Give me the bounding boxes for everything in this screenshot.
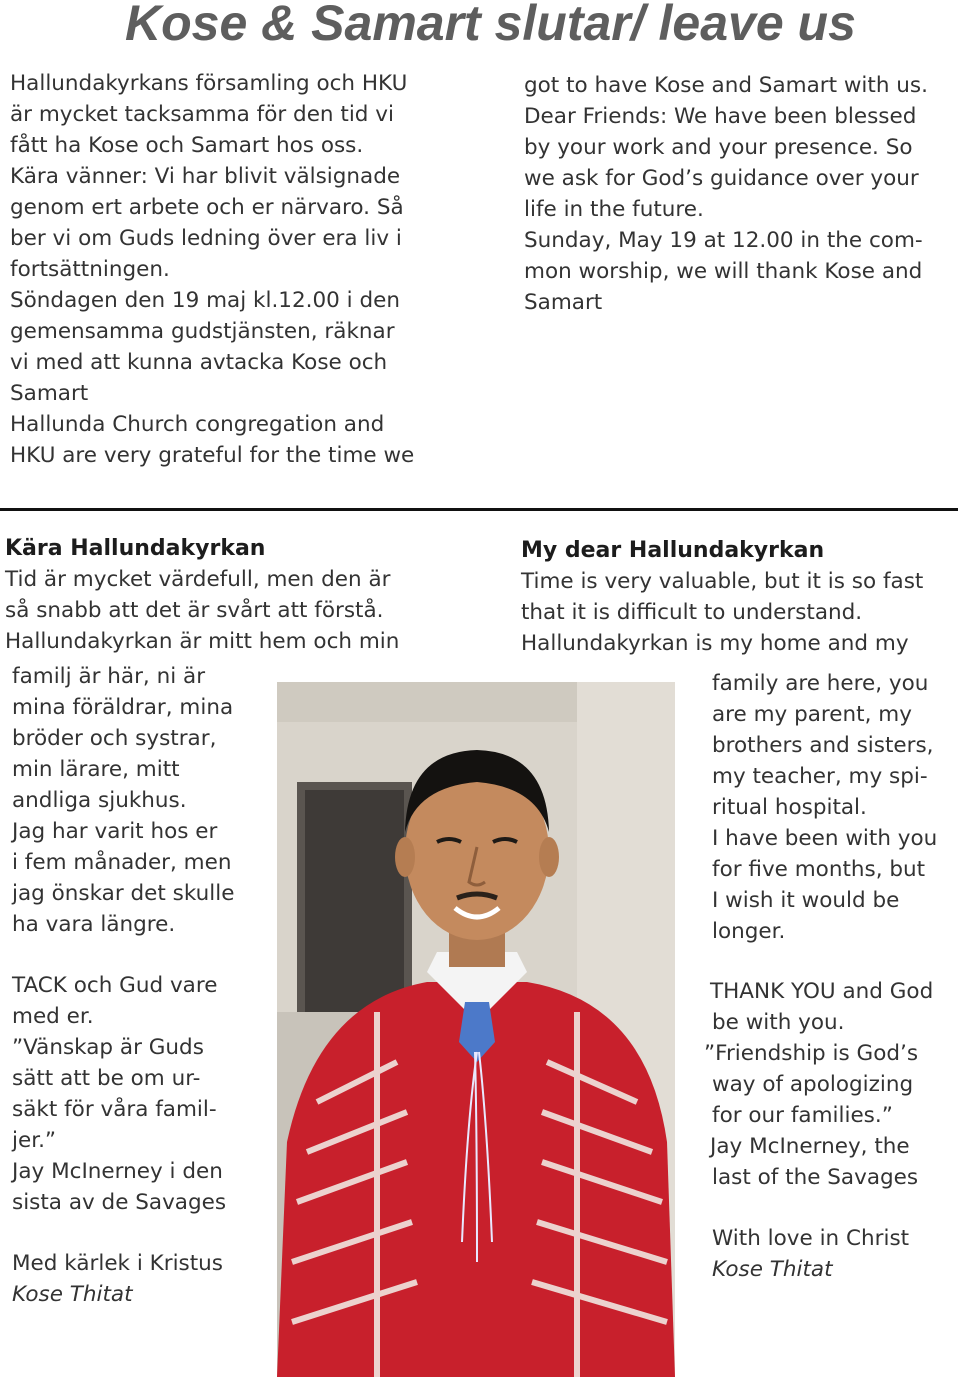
letter-sv-line: mina föräldrar, mina: [12, 695, 234, 720]
letter-en-line: ”Friendship is God’s: [704, 1041, 919, 1066]
letter-en-line: THANK YOU and God: [710, 979, 934, 1004]
intro-sv-line: gemensamma gudstjänsten, räknar: [10, 319, 395, 344]
letter-sv-signature: Kose Thitat: [12, 1282, 133, 1307]
letter-en-line: that it is difficult to understand.: [521, 600, 863, 625]
letter-english-top: [521, 535, 923, 659]
letter-en-line: I have been with you: [712, 826, 938, 851]
letter-sv-line: Jag har varit hos er: [12, 819, 218, 844]
letter-en-line: ritual hospital.: [712, 795, 867, 820]
letter-sv-line: min lärare, mitt: [12, 757, 180, 782]
letter-swedish-top: [5, 533, 399, 657]
intro-en-line: we ask for God’s guidance over your: [524, 166, 919, 191]
letter-en-line: Hallundakyrkan is my home and my: [521, 631, 909, 656]
letter-en-line: Jay McInerney, the: [710, 1134, 910, 1159]
letter-sv-line: ”Vänskap är Guds: [12, 1035, 204, 1060]
letter-en-line: last of the Savages: [712, 1165, 919, 1190]
intro-en-line: got to have Kose and Samart with us.: [524, 73, 928, 98]
intro-sv-line: fortsättningen.: [10, 257, 170, 282]
letter-sv-line: Jay McInerney i den: [12, 1159, 223, 1184]
intro-sv-line: genom ert arbete och er närvaro. Så: [10, 195, 404, 220]
letter-swedish-closing: [12, 1248, 223, 1310]
letter-sv-line: säkt för våra famil-: [12, 1097, 217, 1122]
letter-english-quote: [704, 976, 933, 1193]
letter-sv-line: bröder och systrar,: [12, 726, 217, 751]
intro-sv-line: Samart: [10, 381, 89, 406]
letter-sv-line: Tid är mycket värdefull, men den är: [5, 567, 391, 592]
letter-sv-line: i fem månader, men: [12, 850, 232, 875]
letter-sv-line: sista av de Savages: [12, 1190, 227, 1215]
letter-english-closing: [712, 1223, 909, 1285]
intro-sv-line: är mycket tacksamma för den tid vi: [10, 102, 394, 127]
letter-sv-line: jer.”: [12, 1128, 57, 1153]
letter-en-line: for our families.”: [712, 1103, 893, 1128]
intro-en-line: Sunday, May 19 at 12.00 in the com-: [524, 228, 923, 253]
letter-en-line: brothers and sisters,: [712, 733, 934, 758]
letter-sv-line: med er.: [12, 1004, 94, 1029]
page-title: Kose & Samart slutar/ leave us: [125, 0, 856, 51]
intro-sv-line: Kära vänner: Vi har blivit välsignade: [10, 164, 401, 189]
intro-en-line: Dear Friends: We have been blessed: [524, 104, 917, 129]
intro-swedish: [10, 68, 414, 471]
letter-sv-line: ha vara längre.: [12, 912, 176, 937]
letter-swedish-quote: [12, 970, 226, 1218]
letter-sv-line: sätt att be om ur-: [12, 1066, 201, 1091]
letter-swedish-body: [12, 661, 234, 940]
letter-sv-closing: Med kärlek i Kristus: [12, 1251, 224, 1276]
letter-en-line: longer.: [712, 919, 786, 944]
letter-en-closing: With love in Christ: [712, 1226, 910, 1251]
intro-sv-line: ber vi om Guds ledning över era liv i: [10, 226, 402, 251]
letter-sv-line: Hallundakyrkan är mitt hem och min: [5, 629, 400, 654]
intro-sv-line: Hallundakyrkans församling och HKU: [10, 71, 408, 96]
letter-en-signature: Kose Thitat: [712, 1257, 833, 1282]
letter-sv-line: familj är här, ni är: [12, 664, 206, 689]
letter-sv-heading: Kära Hallundakyrkan: [5, 536, 266, 561]
letter-sv-line: så snabb att det är svårt att förstå.: [5, 598, 384, 623]
intro-sv-line: fått ha Kose och Samart hos oss.: [10, 133, 364, 158]
intro-english: [524, 70, 928, 318]
letter-sv-line: TACK och Gud vare: [12, 973, 218, 998]
letter-en-line: Time is very valuable, but it is so fast: [521, 569, 924, 594]
letter-en-line: my teacher, my spi-: [712, 764, 928, 789]
letter-en-line: family are here, you: [712, 671, 929, 696]
letter-sv-line: jag önskar det skulle: [12, 881, 235, 906]
section-divider: [0, 508, 958, 511]
letter-en-heading: My dear Hallundakyrkan: [521, 538, 825, 563]
letter-sv-line: andliga sjukhus.: [12, 788, 187, 813]
intro-en-line: mon worship, we will thank Kose and: [524, 259, 923, 284]
intro-en-line: by your work and your presence. So: [524, 135, 913, 160]
letter-en-line: are my parent, my: [712, 702, 912, 727]
letter-en-line: be with you.: [712, 1010, 845, 1035]
portrait-photo: [277, 682, 675, 1377]
intro-en-line: life in the future.: [524, 197, 704, 222]
intro-sv-line: Söndagen den 19 maj kl.12.00 i den: [10, 288, 400, 313]
letter-en-line: way of apologizing: [712, 1072, 914, 1097]
letter-english-body: [712, 668, 937, 947]
intro-en-line: Samart: [524, 290, 603, 315]
intro-sv-line: HKU are very grateful for the time we: [10, 443, 415, 468]
letter-en-line: for five months, but: [712, 857, 926, 882]
intro-sv-line: vi med att kunna avtacka Kose och: [10, 350, 388, 375]
letter-en-line: I wish it would be: [712, 888, 900, 913]
intro-sv-line: Hallunda Church congregation and: [10, 412, 385, 437]
